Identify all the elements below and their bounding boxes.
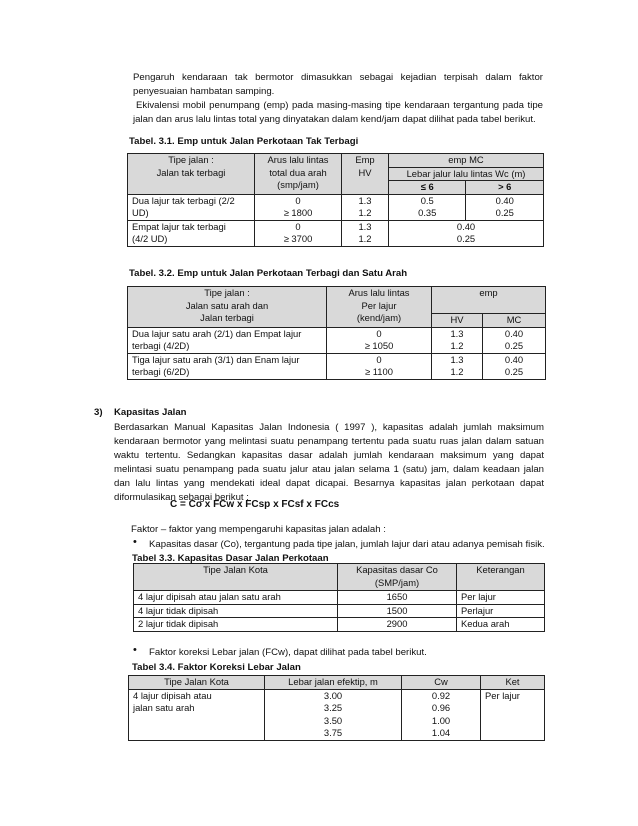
intro-paragraph-2: Ekivalensi mobil penumpang (emp) pada masing-masing tipe kendaraan tergantung pada tipe jalan dan arus lalu lintas total yang dinyatakan dalam kend/jam dapat dilihat pada tabel berikut. xyxy=(133,100,543,125)
t3-r2-tipe: 4 lajur tidak dipisah xyxy=(134,604,338,618)
bullet-faktor-lebar: Faktor koreksi Lebar jalan (FCw), dapat dilihat pada tabel berikut. xyxy=(149,647,427,658)
t3-r1-kap: 1650 xyxy=(338,591,457,605)
section-number: 3) xyxy=(94,407,103,418)
bullet-kapasitas-dasar: Kapasitas dasar (Co), tergantung pada tipe jalan, jumlah lajur dari atau adanya pemisah fisik. xyxy=(149,539,545,550)
faktor-intro: Faktor – faktor yang mempengaruhi kapasitas jalan adalah : xyxy=(131,524,386,535)
t1-r1-le6: 0.5 0.35 xyxy=(389,194,466,220)
table1-caption: Tabel. 3.1. Emp untuk Jalan Perkotaan Tak Terbagi xyxy=(129,136,359,147)
t4-r1-tipe: 4 lajur dipisah atau jalan satu arah xyxy=(129,689,265,740)
t1-r2-hv: 1.3 1.2 xyxy=(342,220,389,246)
table-row xyxy=(128,327,546,353)
t2-header-emp: emp xyxy=(432,287,546,314)
table-row xyxy=(134,591,545,605)
t2-r2-mc: 0.40 0.25 xyxy=(482,353,545,379)
t2-header-arus: Arus lalu lintas Per lajur (kend/jam) xyxy=(327,287,432,328)
section-title: Kapasitas Jalan xyxy=(114,407,187,418)
t1-header-tipe: Tipe jalan : Jalan tak terbagi xyxy=(128,154,255,195)
t1-header-lebar: Lebar jalur lalu lintas Wc (m) xyxy=(389,167,544,181)
t1-header-arus: Arus lalu lintas total dua arah (smp/jam) xyxy=(255,154,342,195)
t4-r1-ket: Per lajur xyxy=(481,689,545,740)
intro-paragraph-1: Pengaruh kendaraan tak bermotor dimasukkan sebagai kejadian terpisah dalam faktor penyesuaian hambatan samping. xyxy=(133,72,543,97)
bullet-icon: • xyxy=(133,536,137,548)
t2-r2-arus: 0 ≥ 1100 xyxy=(327,353,432,379)
t4-header-tipe: Tipe Jalan Kota xyxy=(129,676,265,690)
t4-header-cw: Cw xyxy=(402,676,481,690)
t3-r3-kap: 2900 xyxy=(338,618,457,632)
t1-r1-hv: 1.3 1.2 xyxy=(342,194,389,220)
t1-r1-arus: 0 ≥ 1800 xyxy=(255,194,342,220)
capacity-formula: C = Co x FCw x FCsp x FCsf x FCcs xyxy=(170,499,340,510)
t4-header-ket: Ket xyxy=(481,676,545,690)
table-row xyxy=(134,604,545,618)
t3-r1-tipe: 4 lajur dipisah atau jalan satu arah xyxy=(134,591,338,605)
t2-r1-arus: 0 ≥ 1050 xyxy=(327,327,432,353)
table2-caption: Tabel. 3.2. Emp untuk Jalan Perkotaan Terbagi dan Satu Arah xyxy=(129,268,408,279)
t1-header-emp-hv: Emp HV xyxy=(342,154,389,195)
t3-header-kapasitas: Kapasitas dasar Co (SMP/jam) xyxy=(338,564,457,591)
table-row xyxy=(128,353,546,379)
t2-r1-hv: 1.3 1.2 xyxy=(432,327,483,353)
t2-header-tipe: Tipe jalan : Jalan satu arah dan Jalan terbagi xyxy=(128,287,327,328)
table-kapasitas-dasar xyxy=(133,563,545,632)
table3-caption: Tabel 3.3. Kapasitas Dasar Jalan Perkotaan xyxy=(132,553,329,564)
t1-r1-tipe: Dua lajur tak terbagi (2/2 UD) xyxy=(128,194,255,220)
table4-caption: Tabel 3.4. Faktor Koreksi Lebar Jalan xyxy=(132,662,301,673)
t1-r2-arus: 0 ≥ 3700 xyxy=(255,220,342,246)
t3-header-keterangan: Keterangan xyxy=(457,564,545,591)
table-row xyxy=(128,194,544,220)
t3-r2-kap: 1500 xyxy=(338,604,457,618)
bullet-icon: • xyxy=(133,644,137,656)
t2-r2-hv: 1.3 1.2 xyxy=(432,353,483,379)
table-row xyxy=(128,220,544,246)
t1-r2-tipe: Empat lajur tak terbagi (4/2 UD) xyxy=(128,220,255,246)
t1-header-le6: ≤ 6 xyxy=(389,181,466,195)
t3-r1-ket: Per lajur xyxy=(457,591,545,605)
t2-r1-mc: 0.40 0.25 xyxy=(482,327,545,353)
t2-header-hv: HV xyxy=(432,314,483,328)
t2-r1-tipe: Dua lajur satu arah (2/1) dan Empat lajur terbagi (4/2D) xyxy=(128,327,327,353)
t1-r1-gt6: 0.40 0.25 xyxy=(466,194,544,220)
table-emp-tak-terbagi xyxy=(127,153,544,247)
t1-header-gt6: > 6 xyxy=(466,181,544,195)
table-row xyxy=(134,618,545,632)
t4-r1-cw: 0.92 0.96 1.00 1.04 xyxy=(402,689,481,740)
table-row xyxy=(129,689,545,740)
t2-r2-tipe: Tiga lajur satu arah (3/1) dan Enam lajur terbagi (6/2D) xyxy=(128,353,327,379)
t3-r3-tipe: 2 lajur tidak dipisah xyxy=(134,618,338,632)
t1-r2-mc: 0.40 0.25 xyxy=(389,220,544,246)
t1-header-emp-mc: emp MC xyxy=(389,154,544,168)
section-body: Berdasarkan Manual Kapasitas Jalan Indonesia ( 1997 ), kapasitas adalah jumlah maksimum kendaraan bermotor yang melintasi suatu penampang tertentu pada suatu ruas jalan dalam satuan waktu tertentu. Sedangkan kapasitas dasar adalah jumlah kendaraan maksimum yang dapat melintasi suatu penampang pada suatu jalur atau jalan selama 1 (satu) jam, dalam keadaan jalan dan lalu lintas yang mendekati ideal dapat dicapai. Besarnya kapasitas jalan perkotaan dapat diformulasikan sebagai berikut : xyxy=(114,422,544,503)
t3-header-tipe: Tipe Jalan Kota xyxy=(134,564,338,591)
table-emp-terbagi xyxy=(127,286,546,380)
t2-header-mc: MC xyxy=(482,314,545,328)
t4-r1-lebar: 3.00 3.25 3.50 3.75 xyxy=(265,689,402,740)
t4-header-lebar: Lebar jalan efektip, m xyxy=(265,676,402,690)
t3-r3-ket: Kedua arah xyxy=(457,618,545,632)
table-faktor-koreksi-lebar xyxy=(128,675,545,741)
t3-r2-ket: Perlajur xyxy=(457,604,545,618)
